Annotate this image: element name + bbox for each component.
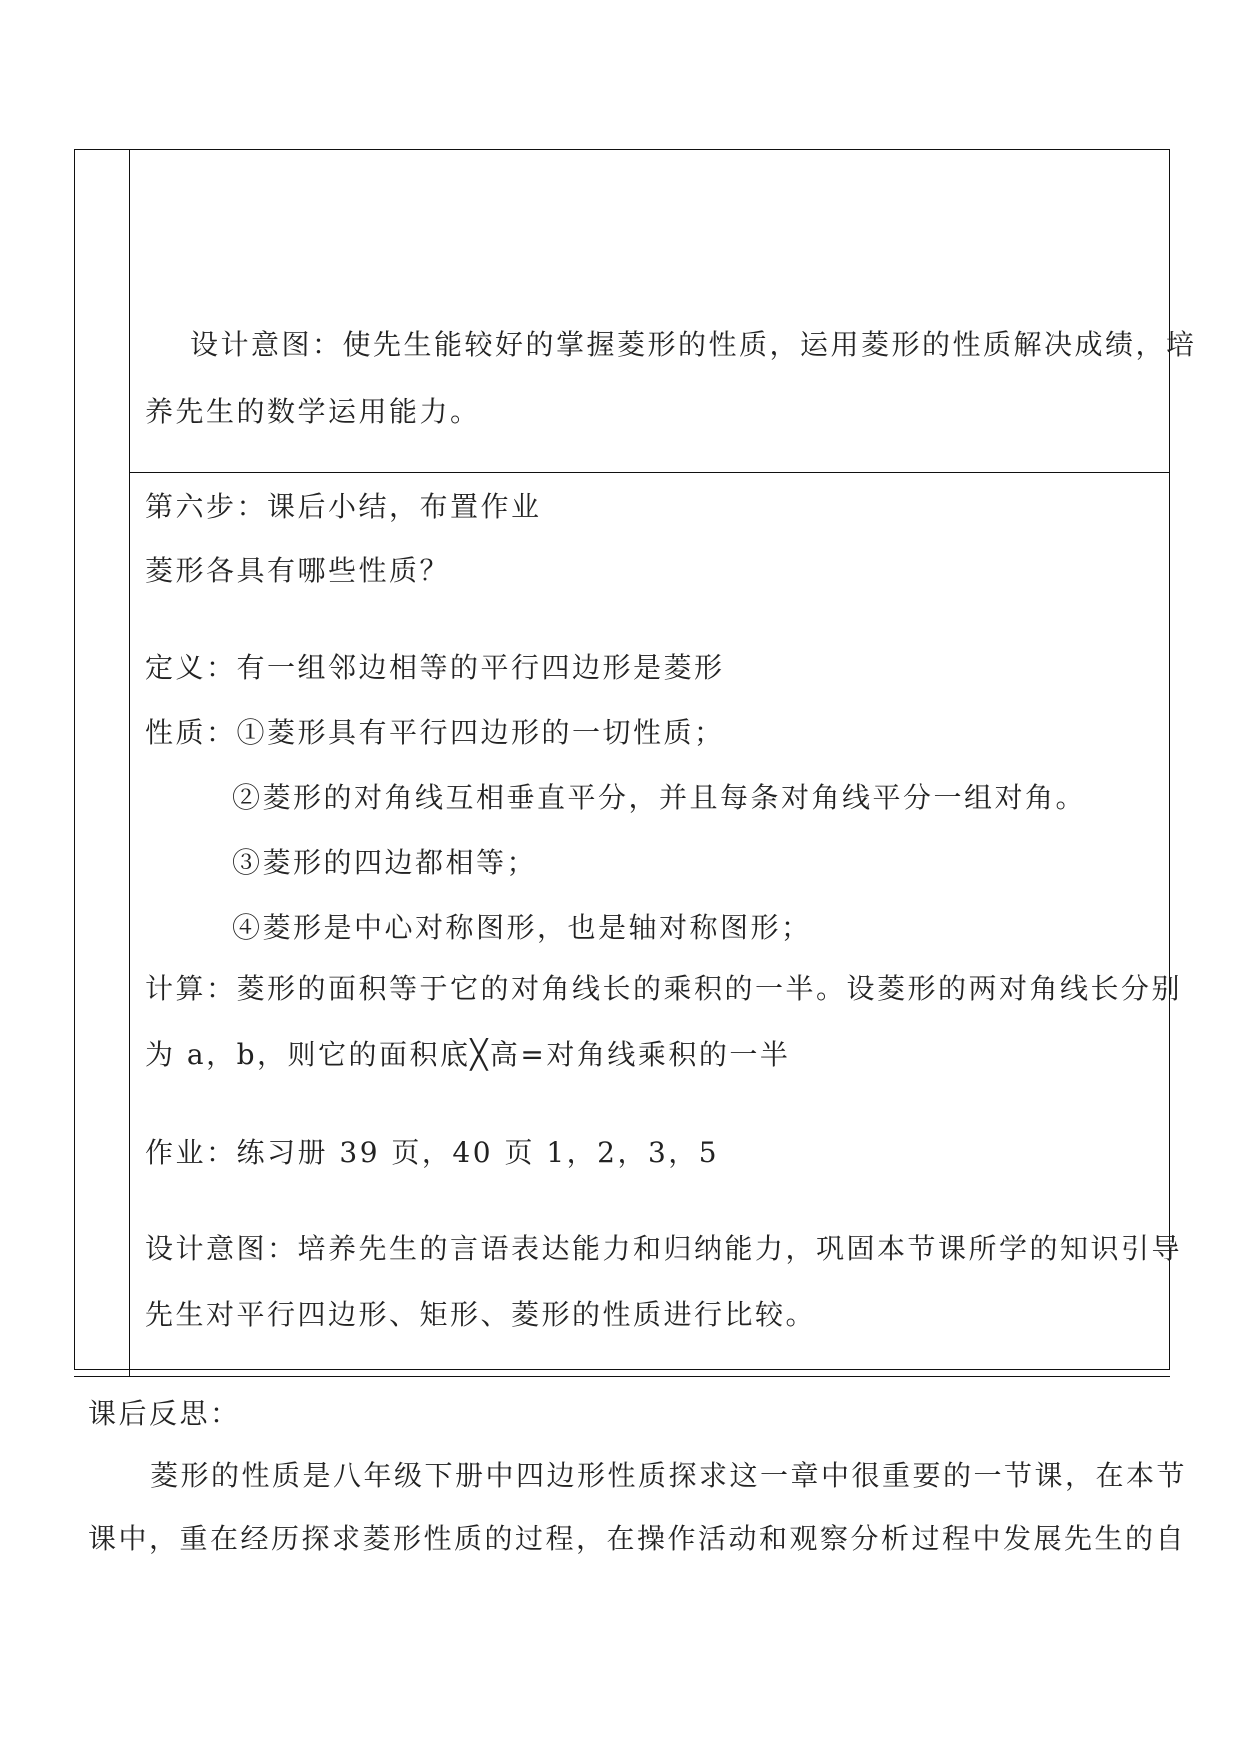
rhombus-properties-question: 菱形各具有哪些性质？: [145, 554, 451, 587]
design-intent-text-1: 设计意图：使先生能较好的掌握菱形的性质，运用菱形的性质解决成绩，培: [190, 328, 1197, 361]
design-intent-summary-2: 先生对平行四边形、矩形、菱形的性质进行比较。: [145, 1298, 817, 1331]
rhombus-area-calc-2: 为 a，b，则它的面积底╳高=对角线乘积的一半: [145, 1038, 791, 1071]
reflection-heading: 课后反思：: [88, 1397, 241, 1430]
table-row-divider-2: [74, 1376, 1170, 1377]
design-intent-summary-1: 设计意图：培养先生的言语表达能力和归纳能力，巩固本节课所学的知识引导: [145, 1232, 1183, 1265]
rhombus-property-3: ③菱形的四边都相等；: [232, 846, 538, 879]
design-intent-text-2: 养先生的数学运用能力。: [145, 395, 481, 428]
table-left-column-divider: [129, 149, 130, 1377]
rhombus-property-2: ②菱形的对角线互相垂直平分，并且每条对角线平分一组对角。: [232, 781, 1087, 814]
table-row-divider-1: [129, 472, 1170, 473]
reflection-text-2: 课中，重在经历探求菱形性质的过程，在操作活动和观察分析过程中发展先生的自: [88, 1522, 1187, 1555]
rhombus-property-4: ④菱形是中心对称图形，也是轴对称图形；: [232, 911, 812, 944]
rhombus-property-1: 性质：①菱形具有平行四边形的一切性质；: [145, 716, 725, 749]
reflection-text-1: 菱形的性质是八年级下册中四边形性质探求这一章中很重要的一节课，在本节: [150, 1459, 1188, 1492]
homework-assignment: 作业：练习册 39 页，40 页 1，2，3，5: [145, 1136, 720, 1169]
step6-heading: 第六步：课后小结，布置作业: [145, 490, 542, 523]
rhombus-area-calc-1: 计算：菱形的面积等于它的对角线长的乘积的一半。设菱形的两对角线长分别: [145, 972, 1183, 1005]
rhombus-definition: 定义：有一组邻边相等的平行四边形是菱形: [145, 651, 725, 684]
